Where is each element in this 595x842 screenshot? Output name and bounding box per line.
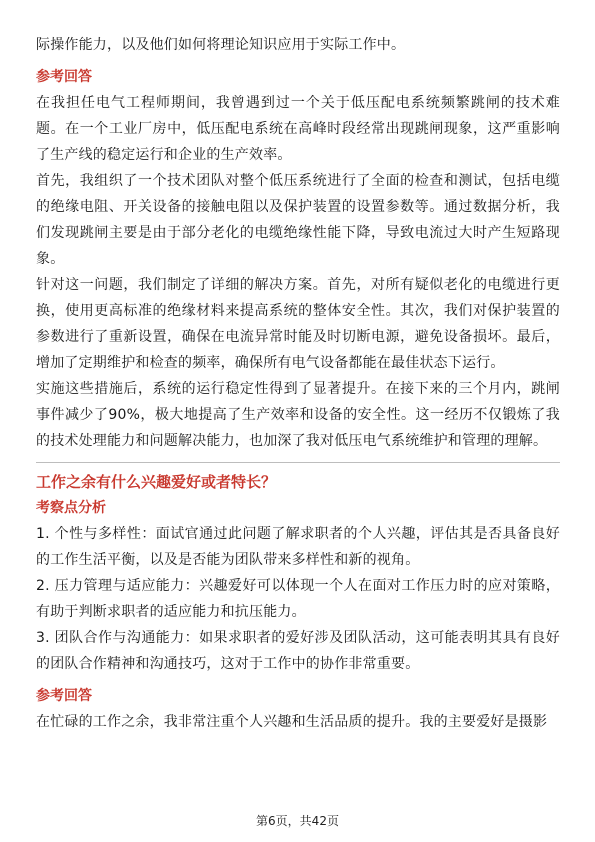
question2-title: 工作之余有什么兴趣爱好或者特长？ <box>36 473 277 491</box>
answer1-label: 参考回答 <box>36 69 92 85</box>
section-divider <box>36 462 560 463</box>
intro-tail-text: 际操作能力，以及他们如何将理论知识应用于实际工作中。 <box>36 37 406 53</box>
analysis-item-3: 3. 团队合作与沟通能力：如果求职者的爱好涉及团队活动，这可能表明其具有良好的团队合作精神和沟通技巧，这对于工作中的协作非常重要。 <box>36 630 560 672</box>
analysis-item-2: 2. 压力管理与适应能力：兴趣爱好可以体现一个人在面对工作压力时的应对策略，有助于判断求职者的适应能力和抗压能力。 <box>36 578 560 620</box>
page-footer: 第6页，共42页 <box>256 814 339 828</box>
answer2-label: 参考回答 <box>36 688 92 704</box>
answer1-paragraph-2: 首先，我组织了一个技术团队对整个低压系统进行了全面的检查和测试，包括电缆的绝缘电阻、开关设备的接触电阻以及保护装置的设置参数等。通过数据分析，我们发现跳闸主要是由于部分老化的电缆绝缘性能下降，导致电流过大时产生短路现象。 <box>36 173 560 267</box>
analysis-label: 考察点分析 <box>36 500 106 516</box>
answer1-paragraph-1: 在我担任电气工程师期间，我曾遇到过一个关于低压配电系统频繁跳闸的技术难题。在一个工业厂房中，低压配电系统在高峰时段经常出现跳闸现象，这严重影响了生产线的稳定运行和企业的生产效率。 <box>36 95 560 163</box>
answer2-start-text: 在忙碌的工作之余，我非常注重个人兴趣和生活品质的提升。我的主要爱好是摄影 <box>36 714 548 730</box>
document-page <box>36 32 560 735</box>
analysis-item-1: 1. 个性与多样性：面试官通过此问题了解求职者的个人兴趣，评估其是否具备良好的工作生活平衡，以及是否能为团队带来多样性和新的视角。 <box>36 526 560 568</box>
answer1-paragraph-4: 实施这些措施后，系统的运行稳定性得到了显著提升。在接下来的三个月内，跳闸事件减少了90%，极大地提高了生产效率和设备的安全性。这一经历不仅锻炼了我的技术处理能力和问题解决能力，也加深了我对低压电气系统维护和管理的理解。 <box>36 381 560 449</box>
answer1-paragraph-3: 针对这一问题，我们制定了详细的解决方案。首先，对所有疑似老化的电缆进行更换，使用更高标准的绝缘材料来提高系统的整体安全性。其次，我们对保护装置的参数进行了重新设置，确保在电流异常时能及时切断电源，避免设备损坏。最后，增加了定期维护和检查的频率，确保所有电气设备都能在最佳状态下运行。 <box>36 277 560 371</box>
